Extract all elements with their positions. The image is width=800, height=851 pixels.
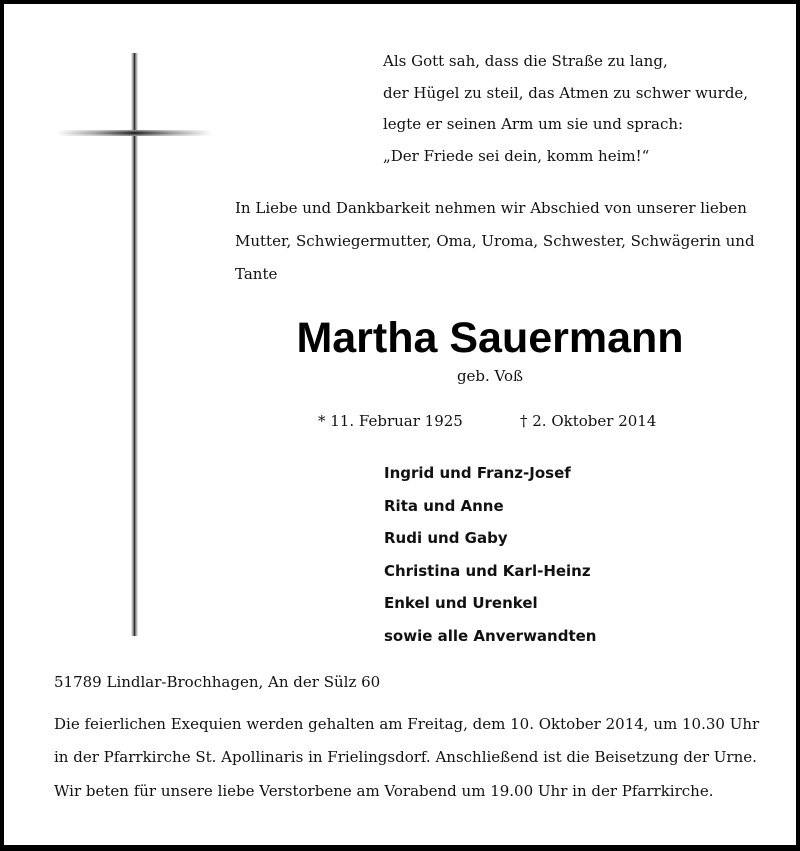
- intro-line: In Liebe und Dankbarkeit nehmen wir Abschied von unserer lieben: [235, 199, 747, 217]
- intro-line: Mutter, Schwiegermutter, Oma, Uroma, Schwester, Schwägerin und: [235, 232, 755, 250]
- mourners-list: [384, 457, 596, 652]
- service-line: Die feierlichen Exequien werden gehalten am Freitag, dem 10. Oktober 2014, um 10.30 Uhr: [54, 715, 760, 733]
- birth-date: * 11. Februar 1925: [318, 412, 463, 430]
- service-line: in der Pfarrkirche St. Apollinaris in Frielingsdorf. Anschließend ist die Beisetzung der Urne.: [54, 748, 757, 766]
- mourner: sowie alle Anverwandten: [384, 626, 597, 645]
- death-date: † 2. Oktober 2014: [520, 412, 657, 430]
- prayer-info: Wir beten für unsere liebe Verstorbene am Vorabend um 19.00 Uhr in der Pfarrkirche.: [54, 782, 714, 800]
- deceased-name: Martha Sauermann: [296, 314, 684, 362]
- mourner: Ingrid und Franz-Josef: [384, 464, 571, 482]
- poem-line: der Hügel zu steil, das Atmen zu schwer wurde,: [383, 83, 749, 102]
- cross-icon-beam: [57, 130, 212, 136]
- intro-line: Tante: [235, 265, 278, 283]
- poem: [383, 46, 748, 172]
- mourner: Rita und Anne: [384, 496, 504, 515]
- poem-line: legte er seinen Arm um sie und sprach:: [383, 115, 684, 133]
- poem-line: „Der Friede sei dein, komm heim!“: [383, 146, 650, 165]
- service-info: [54, 708, 759, 774]
- poem-line: Als Gott sah, dass die Straße zu lang,: [383, 52, 668, 70]
- mourner: Enkel und Urenkel: [384, 594, 538, 612]
- address: 51789 Lindlar-Brochhagen, An der Sülz 60: [54, 673, 381, 691]
- mourner: Christina und Karl-Heinz: [384, 561, 591, 580]
- birth-name: geb. Voß: [456, 367, 524, 385]
- mourner: Rudi und Gaby: [384, 529, 508, 547]
- intro-text: [235, 192, 755, 291]
